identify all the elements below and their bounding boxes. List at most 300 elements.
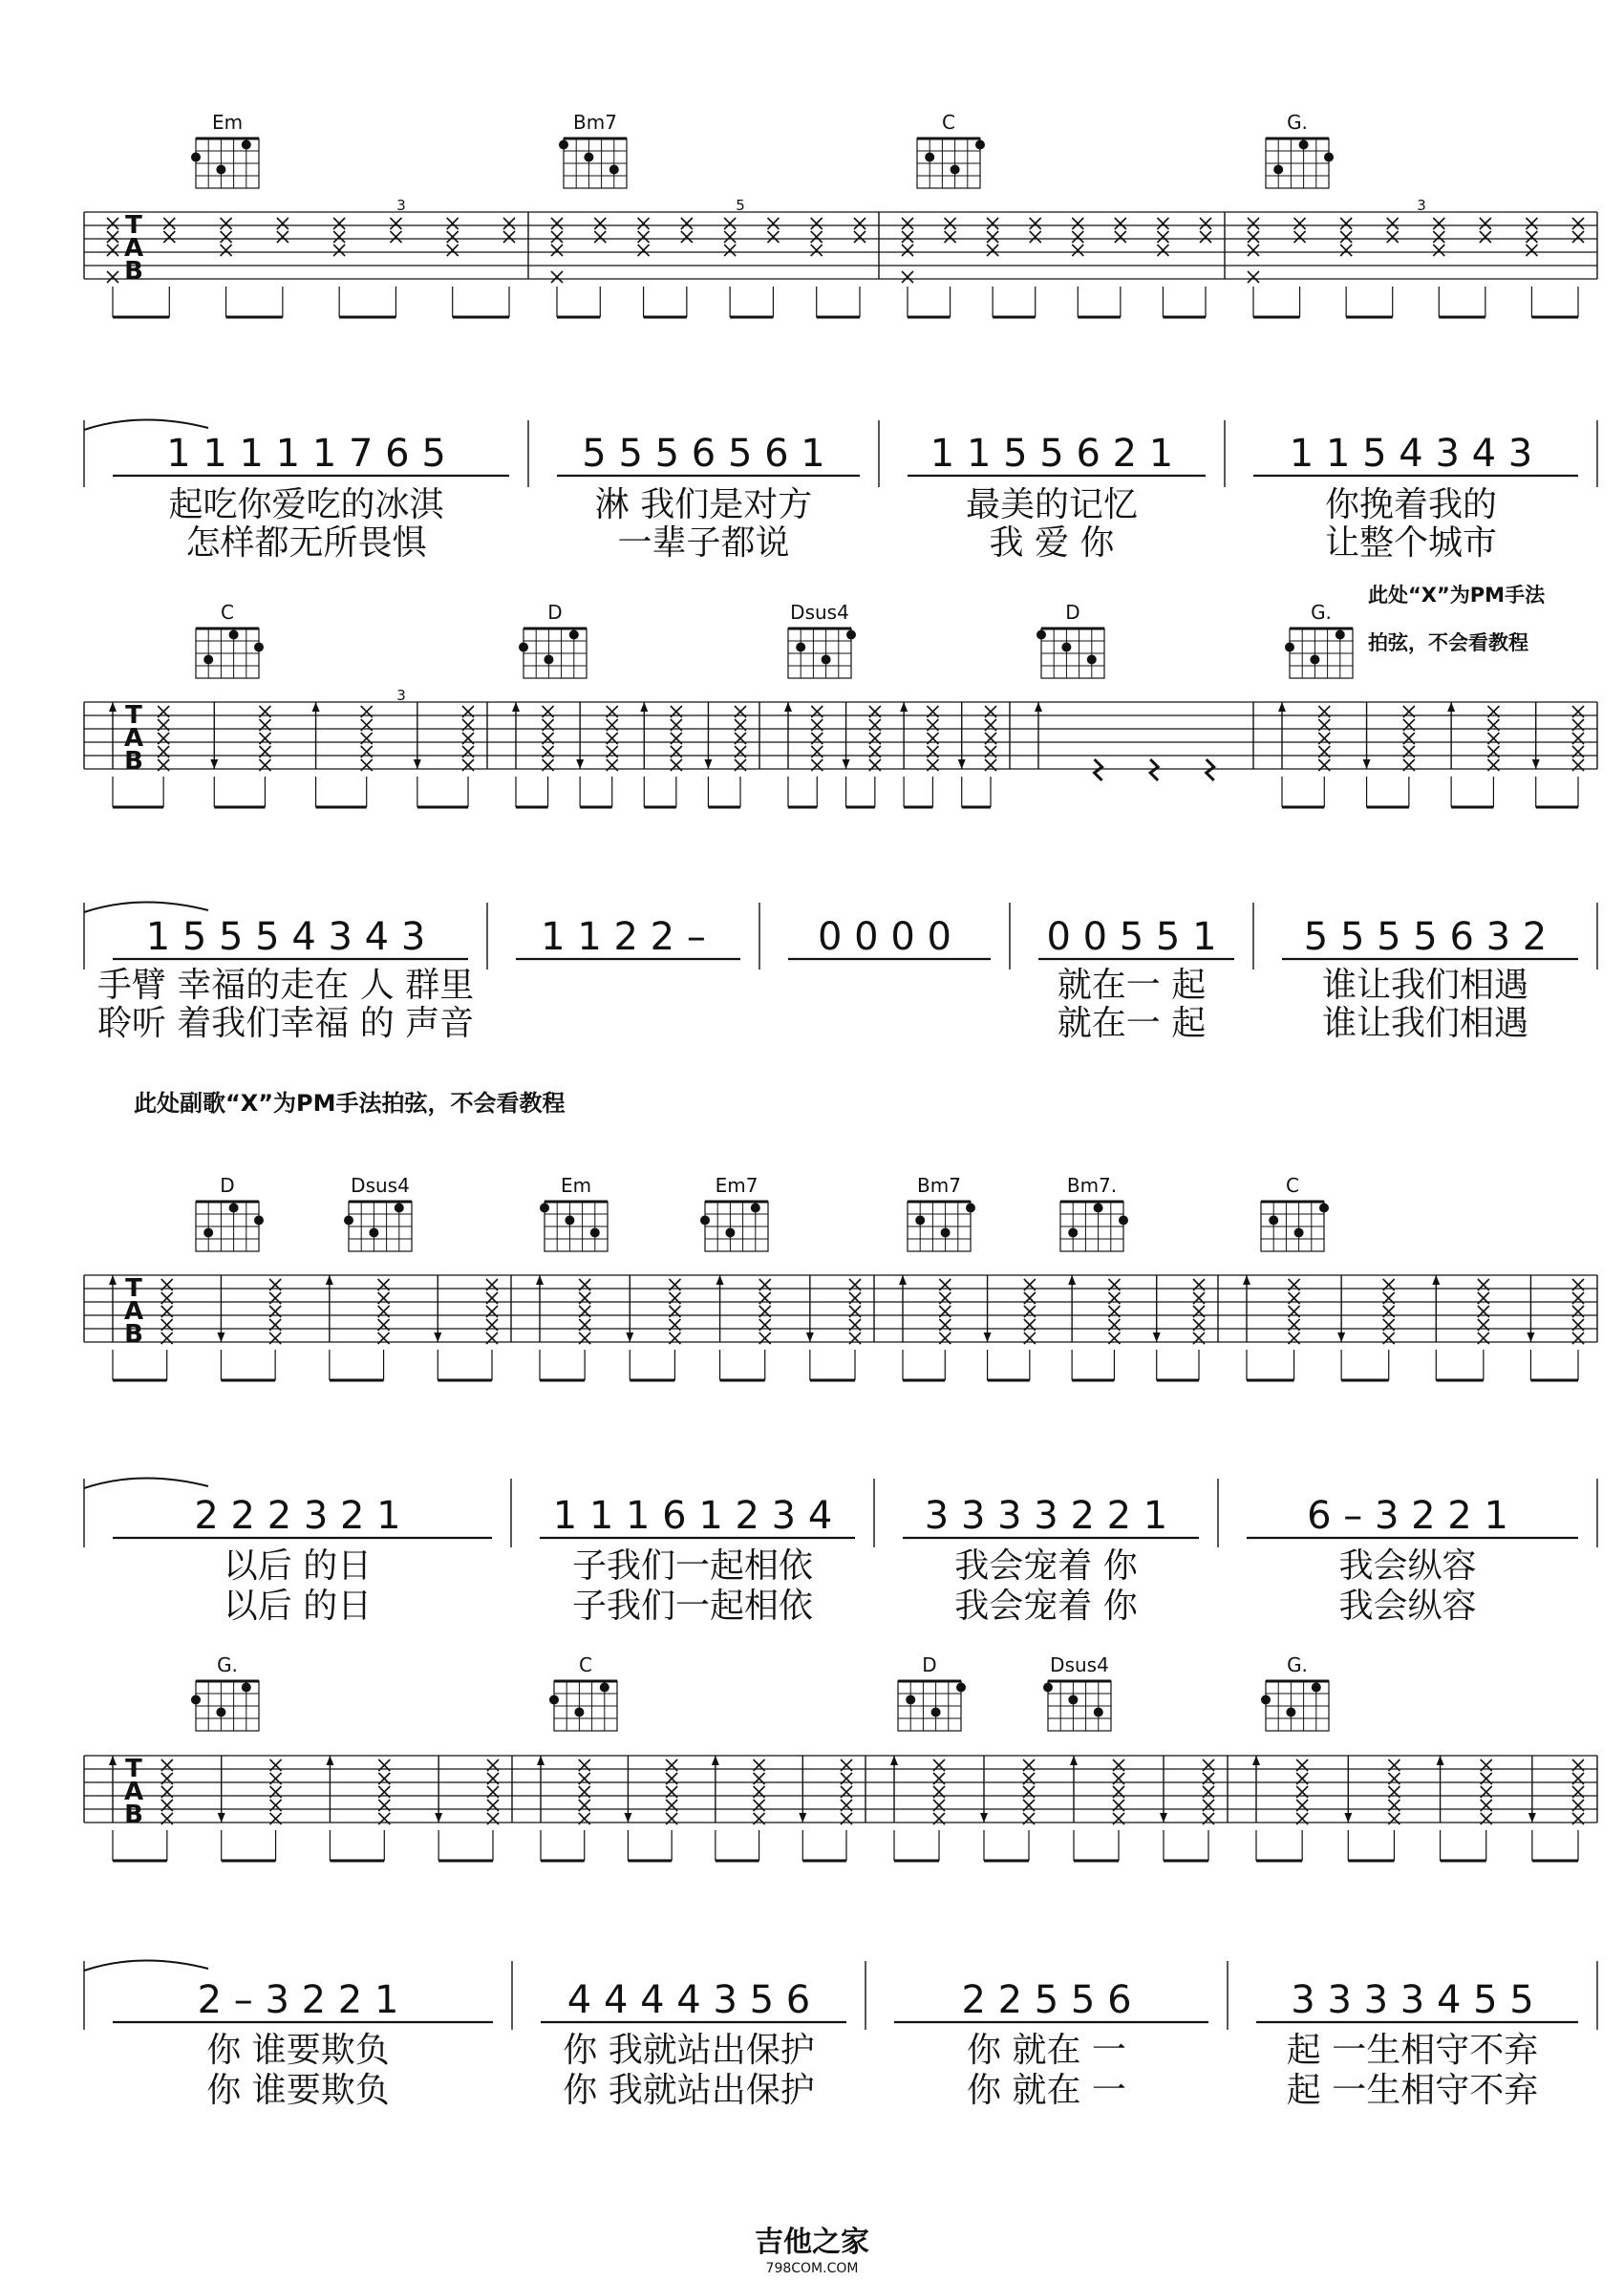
finger-dot bbox=[1094, 1204, 1103, 1213]
muted-strum-x bbox=[1115, 231, 1126, 243]
muted-strum-x bbox=[1200, 218, 1211, 229]
muted-strum-x bbox=[811, 231, 823, 243]
strum-down-arrow bbox=[984, 1275, 992, 1342]
strum-up-arrow bbox=[716, 1275, 724, 1342]
watermark-text: 吉他之家 bbox=[755, 2226, 869, 2259]
strum-down-arrow bbox=[626, 1275, 633, 1342]
muted-strum-x bbox=[1157, 231, 1168, 243]
muted-strum-x bbox=[107, 271, 118, 283]
chord-name: C bbox=[942, 111, 955, 134]
finger-dot bbox=[1273, 165, 1283, 175]
muted-strum-x bbox=[163, 231, 175, 243]
chord-diagram bbox=[1060, 1202, 1128, 1251]
muted-strum-x bbox=[447, 218, 459, 229]
muted-strum-x bbox=[333, 218, 345, 229]
muted-strum-x bbox=[638, 218, 650, 229]
muted-strum-x bbox=[945, 218, 956, 229]
tab-clef-letter: A bbox=[123, 1778, 144, 1806]
finger-dot bbox=[700, 1216, 710, 1226]
finger-dot bbox=[191, 1695, 201, 1705]
tab-clef-letter: T bbox=[125, 1755, 142, 1783]
tie-arc bbox=[84, 1960, 208, 1971]
muted-strum-x bbox=[902, 245, 913, 256]
jianpu-measure: 2 2 5 5 6 bbox=[961, 1978, 1132, 2022]
finger-dot bbox=[203, 655, 213, 665]
chord-name: C bbox=[1286, 1174, 1299, 1197]
lyric-line-2: 你 我就站出保护 bbox=[563, 2071, 815, 2110]
finger-dot bbox=[369, 1228, 378, 1238]
chord-diagram bbox=[1266, 139, 1334, 188]
lyric-line-2: 谁让我们相遇 bbox=[1321, 1004, 1529, 1043]
muted-strum-x bbox=[107, 231, 118, 243]
strum-up-arrow bbox=[1070, 1756, 1078, 1823]
finger-dot bbox=[941, 1228, 951, 1238]
jianpu-measure: 4 4 4 4 3 5 6 bbox=[566, 1978, 811, 2022]
strum-up-arrow bbox=[1243, 1275, 1250, 1342]
lyric-line-2: 怎样都无所畏惧 bbox=[185, 523, 427, 563]
strum-up-arrow bbox=[536, 1275, 544, 1342]
strum-down-arrow bbox=[1528, 1756, 1536, 1823]
muted-strum-x bbox=[1072, 245, 1083, 256]
muted-strum-x bbox=[1433, 245, 1444, 256]
muted-strum-x bbox=[221, 231, 232, 243]
jianpu-measure: 1 1 1 6 1 2 3 4 bbox=[552, 1494, 833, 1538]
muted-strum-x bbox=[221, 218, 232, 229]
muted-strum-x bbox=[1157, 245, 1168, 256]
tab-clef-letter: B bbox=[124, 1801, 143, 1829]
chord-name: G. bbox=[1287, 111, 1308, 134]
finger-dot bbox=[1036, 630, 1046, 640]
muted-strum-x bbox=[987, 245, 998, 256]
fret-number: 5 bbox=[736, 197, 745, 214]
finger-dot bbox=[584, 153, 593, 162]
jianpu-measure: 2 2 2 3 2 1 bbox=[194, 1494, 401, 1538]
muted-strum-x bbox=[1526, 231, 1537, 243]
chord-diagram bbox=[1036, 629, 1104, 678]
chord-diagram bbox=[1285, 629, 1353, 678]
chord-name: C bbox=[579, 1653, 592, 1676]
strum-up-arrow bbox=[1278, 702, 1286, 769]
muted-strum-x bbox=[1248, 245, 1259, 256]
jianpu-measure: 1 1 2 2 – bbox=[541, 915, 706, 959]
strum-down-arrow bbox=[210, 702, 218, 769]
jianpu-measure: 2 – 3 2 2 1 bbox=[197, 1978, 399, 2022]
chord-name: Dsus4 bbox=[790, 601, 849, 624]
finger-dot bbox=[1286, 1708, 1295, 1717]
chord-diagram bbox=[1261, 1681, 1329, 1731]
finger-dot bbox=[242, 140, 251, 150]
chord-diagram bbox=[191, 139, 259, 188]
chord-name: G. bbox=[217, 1653, 238, 1676]
pm-note-line1: 此处“X”为PM手法 bbox=[1368, 584, 1546, 607]
strum-up-arrow bbox=[899, 1275, 907, 1342]
muted-strum-x bbox=[1340, 231, 1352, 243]
lyric-line-1: 我会纵容 bbox=[1338, 1546, 1477, 1586]
strum-down-arrow bbox=[1153, 1275, 1161, 1342]
chord-diagram bbox=[898, 1681, 966, 1731]
tie-arc bbox=[84, 1478, 208, 1488]
finger-dot bbox=[254, 643, 264, 652]
muted-strum-x bbox=[1294, 218, 1306, 229]
finger-dot bbox=[1324, 153, 1334, 162]
strum-down-arrow bbox=[1344, 1756, 1352, 1823]
finger-dot bbox=[565, 1216, 574, 1226]
muted-strum-x bbox=[551, 245, 563, 256]
lyric-line-1: 就在一 起 bbox=[1057, 966, 1207, 1005]
muted-strum-x bbox=[1480, 218, 1491, 229]
muted-strum-x bbox=[1248, 231, 1259, 243]
strum-down-arrow bbox=[576, 702, 584, 769]
tab-clef-letter: B bbox=[124, 257, 143, 286]
strum-up-arrow bbox=[537, 1756, 545, 1823]
jianpu-measure: 3 3 3 3 4 5 5 bbox=[1291, 1978, 1534, 2022]
muted-strum-x bbox=[681, 218, 693, 229]
muted-strum-x bbox=[945, 231, 956, 243]
chord-name: D bbox=[220, 1174, 235, 1197]
strum-up-arrow bbox=[109, 1275, 117, 1342]
muted-strum-x bbox=[854, 231, 865, 243]
strum-up-arrow bbox=[1252, 1756, 1260, 1823]
strum-down-arrow bbox=[624, 1756, 631, 1823]
chord-name: Em7 bbox=[715, 1174, 759, 1197]
strum-up-arrow bbox=[1035, 702, 1042, 769]
finger-dot bbox=[1094, 1708, 1103, 1717]
muted-strum-x bbox=[447, 245, 459, 256]
jianpu-measure: 0 0 5 5 1 bbox=[1046, 915, 1217, 959]
finger-dot bbox=[1068, 1695, 1078, 1705]
chord-diagram bbox=[788, 629, 856, 678]
muted-strum-x bbox=[1526, 245, 1537, 256]
muted-strum-x bbox=[724, 231, 736, 243]
strum-up-arrow bbox=[1432, 1275, 1440, 1342]
jianpu-measure: 1 1 5 4 3 4 3 bbox=[1289, 432, 1533, 476]
chord-diagram bbox=[540, 1202, 608, 1251]
fret-number: 3 bbox=[396, 197, 406, 214]
strum-down-arrow bbox=[1532, 702, 1540, 769]
finger-dot bbox=[216, 1708, 225, 1717]
rest-symbol bbox=[1150, 759, 1158, 780]
finger-dot bbox=[344, 1216, 353, 1226]
finger-dot bbox=[1299, 140, 1309, 150]
chord-diagram bbox=[344, 1202, 412, 1251]
lyric-line-1: 你 谁要欺负 bbox=[206, 2031, 390, 2070]
muted-strum-x bbox=[221, 245, 232, 256]
finger-dot bbox=[1087, 655, 1097, 665]
finger-dot bbox=[242, 1683, 251, 1693]
chord-diagram bbox=[917, 139, 985, 188]
finger-dot bbox=[549, 1695, 559, 1705]
lyric-line-1: 子我们一起相依 bbox=[571, 1546, 814, 1586]
muted-strum-x bbox=[594, 218, 606, 229]
fret-number: 3 bbox=[1417, 197, 1426, 214]
tab-clef-letter: A bbox=[123, 1297, 144, 1326]
finger-dot bbox=[975, 140, 985, 150]
finger-dot bbox=[1294, 1228, 1304, 1238]
lyric-line-2: 起 一生相守不弃 bbox=[1286, 2071, 1539, 2110]
muted-strum-x bbox=[681, 231, 693, 243]
lyric-line-2: 你 就在 一 bbox=[967, 2071, 1126, 2110]
muted-strum-x bbox=[594, 231, 606, 243]
chord-diagram bbox=[908, 1202, 975, 1251]
strum-up-arrow bbox=[326, 1275, 333, 1342]
muted-strum-x bbox=[902, 218, 913, 229]
lyric-line-2: 让整个城市 bbox=[1324, 523, 1498, 563]
strum-down-arrow bbox=[799, 1756, 806, 1823]
lyric-line-1: 起 一生相守不弃 bbox=[1286, 2031, 1539, 2070]
strum-down-arrow bbox=[958, 702, 966, 769]
pm-note-line2: 拍弦，不会看教程 bbox=[1368, 631, 1528, 654]
muted-strum-x bbox=[1072, 231, 1083, 243]
finger-dot bbox=[1319, 1204, 1329, 1213]
finger-dot bbox=[229, 1204, 239, 1213]
muted-strum-x bbox=[1340, 218, 1352, 229]
lyric-line-1: 你挽着我的 bbox=[1324, 485, 1498, 524]
finger-dot bbox=[906, 1695, 915, 1705]
lyric-line-1: 谁让我们相遇 bbox=[1321, 966, 1529, 1005]
chord-diagram bbox=[1261, 1202, 1329, 1251]
muted-strum-x bbox=[1572, 231, 1584, 243]
tab-clef-letter: A bbox=[123, 234, 144, 263]
lyric-line-1: 起吃你爱吃的冰淇 bbox=[168, 485, 444, 524]
muted-strum-x bbox=[551, 271, 563, 283]
muted-strum-x bbox=[1387, 231, 1399, 243]
muted-strum-x bbox=[638, 245, 650, 256]
muted-strum-x bbox=[1433, 218, 1444, 229]
finger-dot bbox=[1261, 1695, 1271, 1705]
finger-dot bbox=[1312, 1683, 1321, 1693]
finger-dot bbox=[559, 140, 568, 150]
finger-dot bbox=[600, 1683, 609, 1693]
strum-up-arrow bbox=[712, 1756, 719, 1823]
strum-down-arrow bbox=[434, 1275, 441, 1342]
chorus-pm-note: 此处副歌“X”为PM手法拍弦，不会看教程 bbox=[134, 1090, 566, 1117]
chord-name: G. bbox=[1311, 601, 1332, 624]
finger-dot bbox=[216, 165, 225, 175]
strum-down-arrow bbox=[218, 1756, 225, 1823]
lyric-line-2: 就在一 起 bbox=[1057, 1004, 1207, 1043]
finger-dot bbox=[519, 643, 528, 652]
rest-symbol bbox=[1207, 759, 1214, 780]
finger-dot bbox=[966, 1204, 975, 1213]
chord-name: Em bbox=[560, 1174, 592, 1197]
chord-diagram bbox=[700, 1202, 768, 1251]
watermark-url: 798COM.COM bbox=[765, 2261, 859, 2276]
muted-strum-x bbox=[107, 245, 118, 256]
lyric-line-2: 子我们一起相依 bbox=[571, 1587, 814, 1626]
chord-name: Em bbox=[211, 111, 244, 134]
chord-name: G. bbox=[1287, 1653, 1308, 1676]
finger-dot bbox=[574, 1708, 584, 1717]
jianpu-measure: 5 5 5 6 5 6 1 bbox=[582, 432, 825, 476]
lyric-line-1: 淋 我们是对方 bbox=[594, 485, 813, 524]
muted-strum-x bbox=[551, 231, 563, 243]
tab-clef-letter: T bbox=[125, 211, 142, 240]
finger-dot bbox=[609, 165, 619, 175]
fret-number: 3 bbox=[396, 687, 406, 704]
jianpu-measure: 0 0 0 0 bbox=[818, 915, 951, 959]
lyric-line-1: 你 我就站出保护 bbox=[563, 2031, 815, 2070]
strum-down-arrow bbox=[435, 1756, 442, 1823]
muted-strum-x bbox=[902, 231, 913, 243]
muted-strum-x bbox=[1030, 218, 1041, 229]
muted-strum-x bbox=[1572, 218, 1584, 229]
chord-diagram bbox=[191, 1681, 259, 1731]
muted-strum-x bbox=[767, 218, 779, 229]
chord-name: Bm7 bbox=[573, 111, 617, 134]
chord-diagram bbox=[1043, 1681, 1111, 1731]
strum-up-arrow bbox=[900, 702, 908, 769]
muted-strum-x bbox=[1340, 245, 1352, 256]
lyric-line-1: 你 就在 一 bbox=[967, 2031, 1126, 2070]
finger-dot bbox=[395, 1204, 404, 1213]
strum-up-arrow bbox=[512, 702, 520, 769]
finger-dot bbox=[569, 630, 579, 640]
muted-strum-x bbox=[1115, 218, 1126, 229]
muted-strum-x bbox=[1387, 218, 1399, 229]
finger-dot bbox=[796, 643, 805, 652]
tab-clef-letter: T bbox=[125, 1274, 142, 1303]
strum-up-arrow bbox=[312, 702, 320, 769]
muted-strum-x bbox=[902, 271, 913, 283]
muted-strum-x bbox=[724, 245, 736, 256]
strum-up-arrow bbox=[109, 1756, 117, 1823]
chord-name: Bm7. bbox=[1066, 1174, 1118, 1197]
finger-dot bbox=[956, 1683, 966, 1693]
finger-dot bbox=[1269, 1216, 1278, 1226]
muted-strum-x bbox=[1433, 231, 1444, 243]
chord-name: C bbox=[221, 601, 234, 624]
finger-dot bbox=[203, 1228, 213, 1238]
staff-layer bbox=[84, 139, 1597, 2030]
chord-name: D bbox=[1065, 601, 1080, 624]
muted-strum-x bbox=[277, 231, 288, 243]
muted-strum-x bbox=[1294, 231, 1306, 243]
jianpu-measure: 1 5 5 5 4 3 4 3 bbox=[145, 915, 426, 959]
strum-down-arrow bbox=[217, 1275, 224, 1342]
strum-down-arrow bbox=[1337, 1275, 1345, 1342]
strum-up-arrow bbox=[326, 1756, 333, 1823]
finger-dot bbox=[822, 655, 831, 665]
chord-name: Dsus4 bbox=[351, 1174, 410, 1197]
strum-down-arrow bbox=[843, 702, 850, 769]
watermark-logo bbox=[755, 2226, 869, 2276]
muted-strum-x bbox=[390, 231, 401, 243]
lyric-line-2: 我会纵容 bbox=[1338, 1587, 1477, 1626]
tab-clef-letter: B bbox=[124, 1320, 143, 1349]
muted-strum-x bbox=[551, 218, 563, 229]
finger-dot bbox=[751, 1204, 760, 1213]
chord-name: Dsus4 bbox=[1050, 1653, 1109, 1676]
muted-strum-x bbox=[638, 231, 650, 243]
chord-name: D bbox=[922, 1653, 937, 1676]
muted-strum-x bbox=[163, 218, 175, 229]
muted-strum-x bbox=[724, 218, 736, 229]
finger-dot bbox=[254, 1216, 264, 1226]
muted-strum-x bbox=[1200, 231, 1211, 243]
strum-down-arrow bbox=[806, 1275, 814, 1342]
tie-arc bbox=[84, 902, 208, 912]
muted-strum-x bbox=[854, 218, 865, 229]
strum-down-arrow bbox=[1527, 1275, 1534, 1342]
strum-up-arrow bbox=[640, 702, 648, 769]
muted-strum-x bbox=[811, 218, 823, 229]
finger-dot bbox=[1285, 643, 1294, 652]
strum-up-arrow bbox=[784, 702, 792, 769]
finger-dot bbox=[1336, 630, 1345, 640]
muted-strum-x bbox=[987, 218, 998, 229]
muted-strum-x bbox=[767, 231, 779, 243]
finger-dot bbox=[725, 1228, 735, 1238]
jianpu-measure: 1 1 5 5 6 2 1 bbox=[930, 432, 1174, 476]
muted-strum-x bbox=[1030, 231, 1041, 243]
finger-dot bbox=[1068, 1228, 1078, 1238]
muted-strum-x bbox=[447, 231, 459, 243]
lyric-line-2: 我 爱 你 bbox=[989, 523, 1115, 563]
strum-down-arrow bbox=[414, 702, 421, 769]
rest-symbol bbox=[1095, 759, 1102, 780]
finger-dot bbox=[951, 165, 960, 175]
muted-strum-x bbox=[1248, 271, 1259, 283]
lyric-line-1: 以后 的日 bbox=[223, 1546, 373, 1586]
tab-clef-letter: B bbox=[124, 747, 143, 776]
tab-clef-letter: T bbox=[125, 701, 142, 730]
chord-diagram bbox=[196, 1202, 264, 1251]
muted-strum-x bbox=[107, 218, 118, 229]
finger-dot bbox=[540, 1204, 549, 1213]
finger-dot bbox=[191, 153, 201, 162]
chord-diagram bbox=[559, 139, 627, 188]
muted-strum-x bbox=[1480, 231, 1491, 243]
lyric-line-2: 聆听 着我们幸福 的 声音 bbox=[96, 1004, 475, 1043]
muted-strum-x bbox=[277, 218, 288, 229]
muted-strum-x bbox=[1526, 218, 1537, 229]
strum-down-arrow bbox=[1363, 702, 1371, 769]
finger-dot bbox=[229, 630, 239, 640]
lyric-line-2: 一辈子都说 bbox=[617, 523, 790, 563]
muted-strum-x bbox=[390, 218, 401, 229]
muted-strum-x bbox=[333, 245, 345, 256]
finger-dot bbox=[915, 1216, 925, 1226]
strum-down-arrow bbox=[704, 702, 712, 769]
strum-up-arrow bbox=[109, 702, 117, 769]
lyric-line-1: 手臂 幸福的走在 人 群里 bbox=[96, 966, 475, 1005]
lyric-line-1: 我会宠着 你 bbox=[954, 1546, 1138, 1586]
tie-arc bbox=[84, 419, 208, 430]
strum-down-arrow bbox=[980, 1756, 988, 1823]
finger-dot bbox=[544, 655, 553, 665]
finger-dot bbox=[590, 1228, 600, 1238]
finger-dot bbox=[1061, 643, 1071, 652]
finger-dot bbox=[1119, 1216, 1128, 1226]
jianpu-measure: 1 1 1 1 1 7 6 5 bbox=[166, 432, 446, 476]
chord-diagram bbox=[549, 1681, 617, 1731]
muted-strum-x bbox=[333, 231, 345, 243]
tab-clef-letter: A bbox=[123, 724, 144, 753]
jianpu-measure: 5 5 5 5 6 3 2 bbox=[1303, 915, 1548, 959]
chord-diagram bbox=[196, 629, 264, 678]
strum-up-arrow bbox=[890, 1756, 898, 1823]
muted-strum-x bbox=[503, 218, 515, 229]
muted-strum-x bbox=[503, 231, 515, 243]
chord-name: D bbox=[547, 601, 563, 624]
lyric-line-2: 我会宠着 你 bbox=[954, 1587, 1138, 1626]
lyric-line-2: 你 谁要欺负 bbox=[206, 2071, 390, 2110]
finger-dot bbox=[1043, 1683, 1053, 1693]
finger-dot bbox=[846, 630, 856, 640]
finger-dot bbox=[931, 1708, 941, 1717]
chord-name: Bm7 bbox=[917, 1174, 961, 1197]
finger-dot bbox=[925, 153, 934, 162]
